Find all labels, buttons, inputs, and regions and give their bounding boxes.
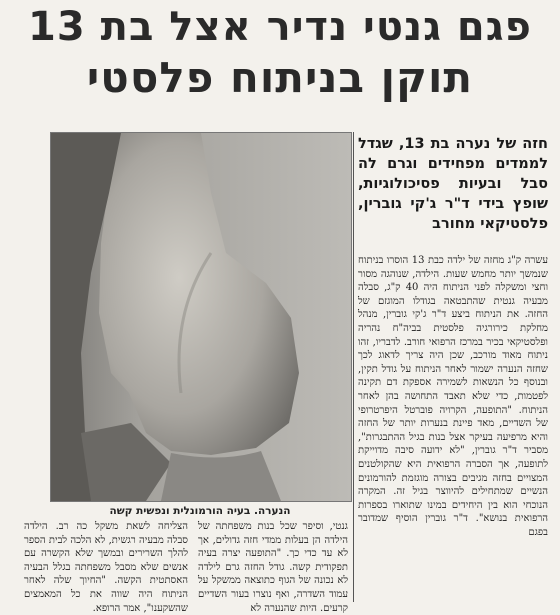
photo-caption: הנערה. בעיה הורמונלית ונפשית קשה bbox=[109, 505, 291, 517]
article-body-text: עשרה ק"ג מחזה של ילדה כבת 13 הוסרו בניתוח שנמשך יותר מחמש שעות. הילדה, שנוהגה מסור וחצי ומשקלה לפני הניתוח היה 40 ק"ג, סבלה מבעיה גנטית שהתבטאה בגודלו המוגזם של החזה. את הניתוח ביצע ד"ר ג'קי גוברין, מנהל מחלקת כירורגיה פלסטית בביה"ח נהריה ופלסטיקאי בכיר במרכז הרפואי חורב. לדבריו, זהו ניתוח מאוד מורכב, שכן היה צריך לדאוג לכך שחזה הנערה ישמור לאחר הניתוח על גודל תקין, ובנוסף כל הנשאות לשמירה אספקת דם תקינה לפטמות, כדי שלא תאבד התחושה בהן לאחר הניתוח. "התופעה, הקרויה פוברטל היפרטרופי של השדיים, מאד פיינת בנערות יותר של החזה והיא מרפיעה בעיקר אצל בנות בגיל ההתבגרות", מסביר ד"ר גוברין, "לא ידועה סיבה מדוייקת לתופעה, אך הסברה הרפואית היא שהקולטנים המצויים בחזה מגיבים בצורה מוגזמת להורמונים הנשיים שמתחילים להיווצר בגיל זה. המקרה הנוכחי הוא בין היחידים במינו שתוארו בספרות הרפואית בנושא". bbox=[358, 255, 548, 525]
headline-line-2: תוקן בניתוח פלסטי bbox=[86, 53, 474, 102]
photo-illustration bbox=[51, 133, 351, 501]
lead-paragraph: חזה של נערה בת 13, שגדל לממדים מפחידים וגרם לה סבל ובעיות פסיכולוגיות, שופץ בידי ד"ר ג'קי גוברין, פלסטיקאי מחורב bbox=[358, 136, 549, 232]
article-body-continuation: ד"ר גוברין הוסיף שמדובר בפגם bbox=[358, 513, 548, 538]
headline bbox=[14, 6, 546, 100]
article-body-right-column bbox=[358, 254, 548, 539]
headline-line-1: פגם גנטי נדיר אצל בת 13 bbox=[28, 4, 532, 50]
article-body-bottom-left: הצליחה לשאת משקל כה רב. הילדה סבלה מבעיה רגשית, לא הלכה לבית הספר להלך השרירים ובמשך שלא הקשרה עם אנשים שלא מסבל משפחתה בגלל הבעיה האסתטית הקשה. "החיוך שלה לאחר הניתוח היה שווה את כל המאמצים שהשקענו", אמר הרופא. bbox=[24, 521, 188, 614]
column-divider bbox=[353, 132, 354, 602]
article-photo bbox=[50, 132, 352, 502]
article-body-bottom-middle: גנטי, וסיפר שכל בנות משפחתה של הילדה הן בעלות ממדי חזה גדולים, אך לא עד כדי כך. "התופעה יצרה בעיה תפקודית קשה. גודל החזה גרם לילדה לא נכונה של הגוף כתוצאה ממשקל על עמוד השדרה, ואף נוצרו בעור השדיים קרעים. היות שהנערה לא bbox=[198, 521, 348, 614]
